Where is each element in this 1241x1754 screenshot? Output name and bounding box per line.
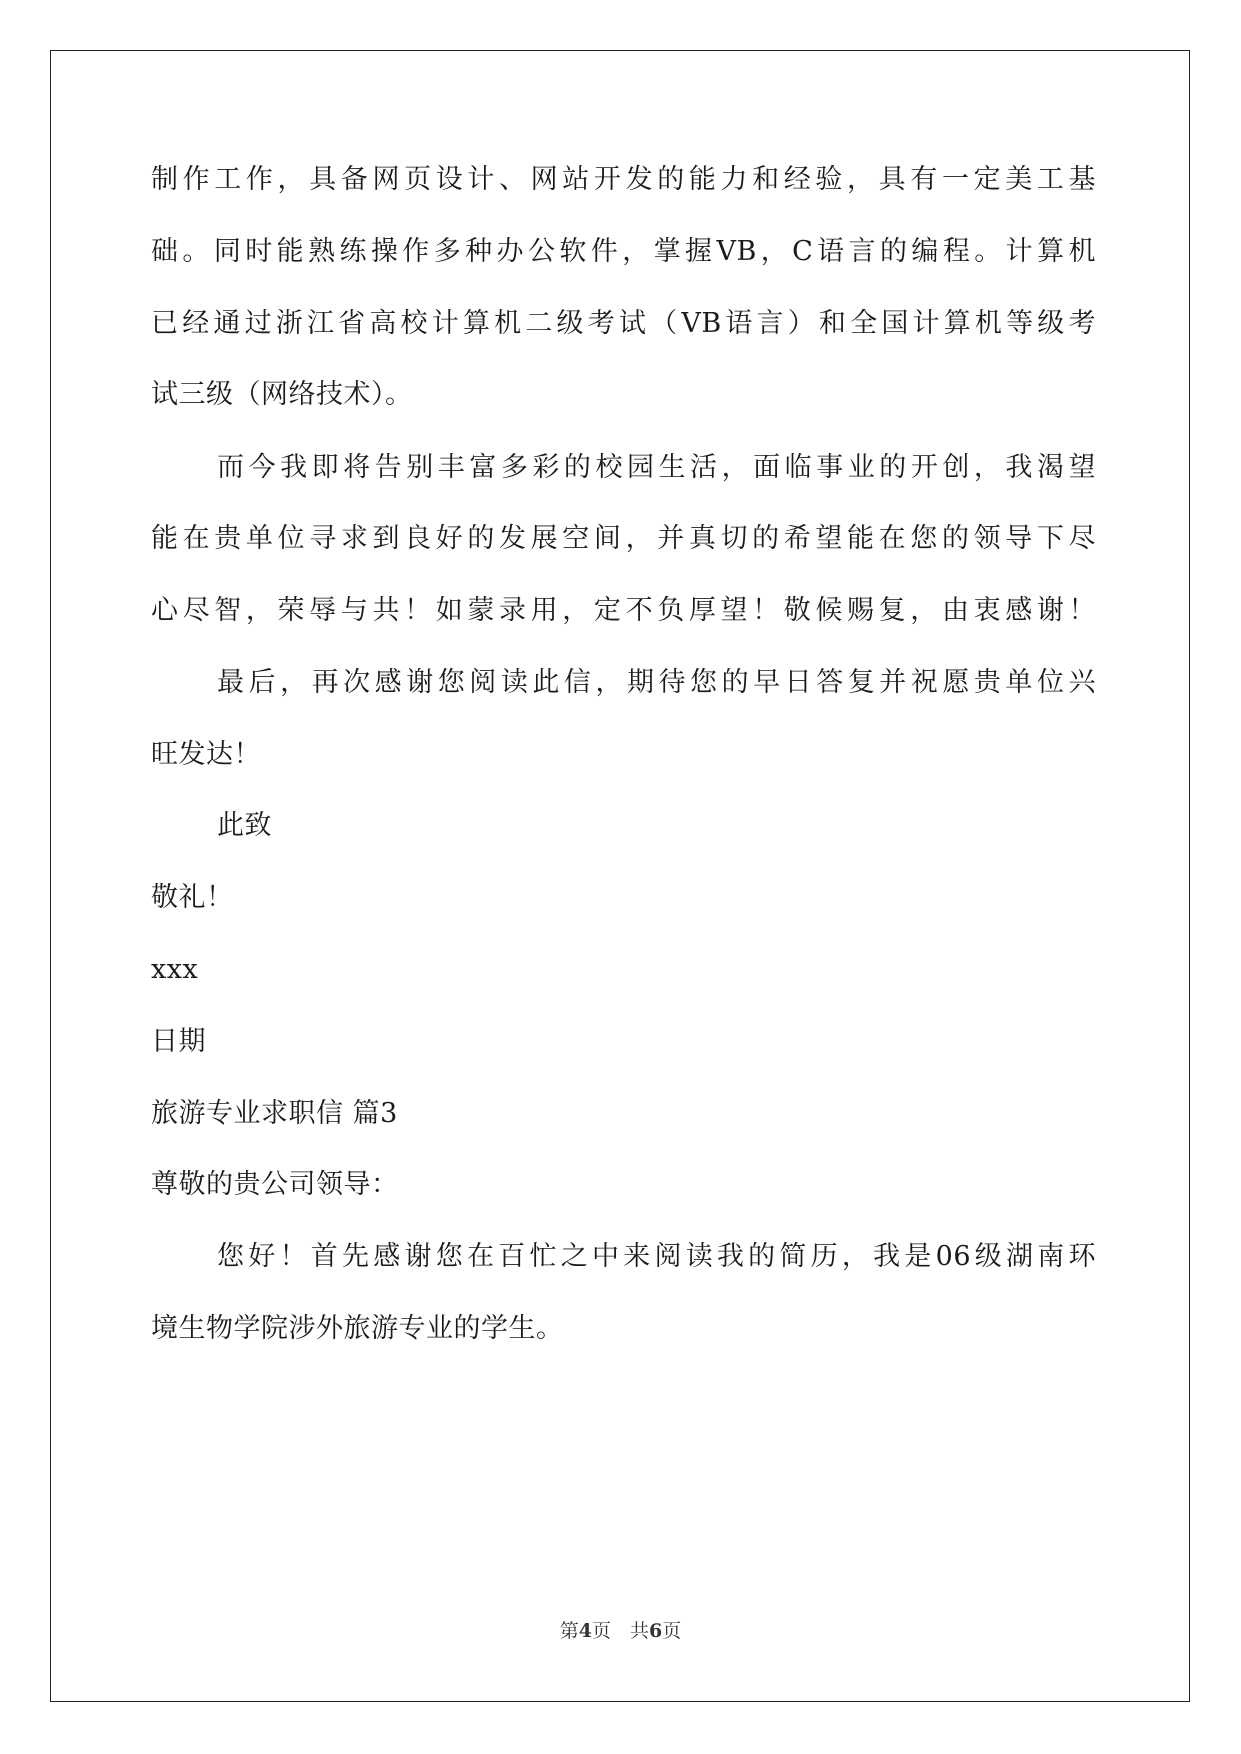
page-frame (50, 50, 1190, 1702)
text-line: 境生物学院涉外旅游专业的学生。 (151, 1313, 564, 1344)
footer-middle: 页 共 (591, 1620, 649, 1642)
footer-suffix: 页 (662, 1620, 682, 1642)
total-page-number: 6 (649, 1620, 663, 1642)
section-heading: 旅游专业求职信 篇3 (151, 1098, 398, 1129)
paragraph-start-line: 最后，再次感谢您阅读此信，期待您的早日答复并祝愿贵单位兴 (217, 667, 1096, 698)
text-line: 已经通过浙江省高校计算机二级考试（VB语言）和全国计算机等级考 (151, 308, 1096, 339)
footer-prefix: 第 (559, 1620, 579, 1642)
signature-date: 日期 (151, 1026, 206, 1057)
salutation-closing: 敬礼！ (151, 882, 234, 913)
text-line: 能在贵单位寻求到良好的发展空间，并真切的希望能在您的领导下尽 (151, 523, 1096, 554)
signature-name: xxx (151, 954, 199, 985)
text-line: 试三级（网络技术）。 (151, 379, 413, 410)
closing-phrase: 此致 (217, 810, 272, 841)
paragraph-start-line: 而今我即将告别丰富多彩的校园生活，面临事业的开创，我渴望 (217, 452, 1096, 483)
paragraph-start-line: 您好！首先感谢您在百忙之中来阅读我的简历，我是06级湖南环 (217, 1241, 1096, 1272)
text-line: 础。同时能熟练操作多种办公软件，掌握VB，C语言的编程。计算机 (151, 236, 1096, 267)
letter-salutation: 尊敬的贵公司领导： (151, 1169, 399, 1200)
current-page-number: 4 (578, 1620, 592, 1642)
text-line: 制作工作，具备网页设计、网站开发的能力和经验，具有一定美工基 (151, 164, 1096, 195)
text-line: 旺发达！ (151, 739, 261, 770)
text-line: 心尽智，荣辱与共！如蒙录用，定不负厚望！敬候赐复，由衷感谢！ (151, 595, 1096, 626)
page-footer (0, 1616, 1241, 1643)
